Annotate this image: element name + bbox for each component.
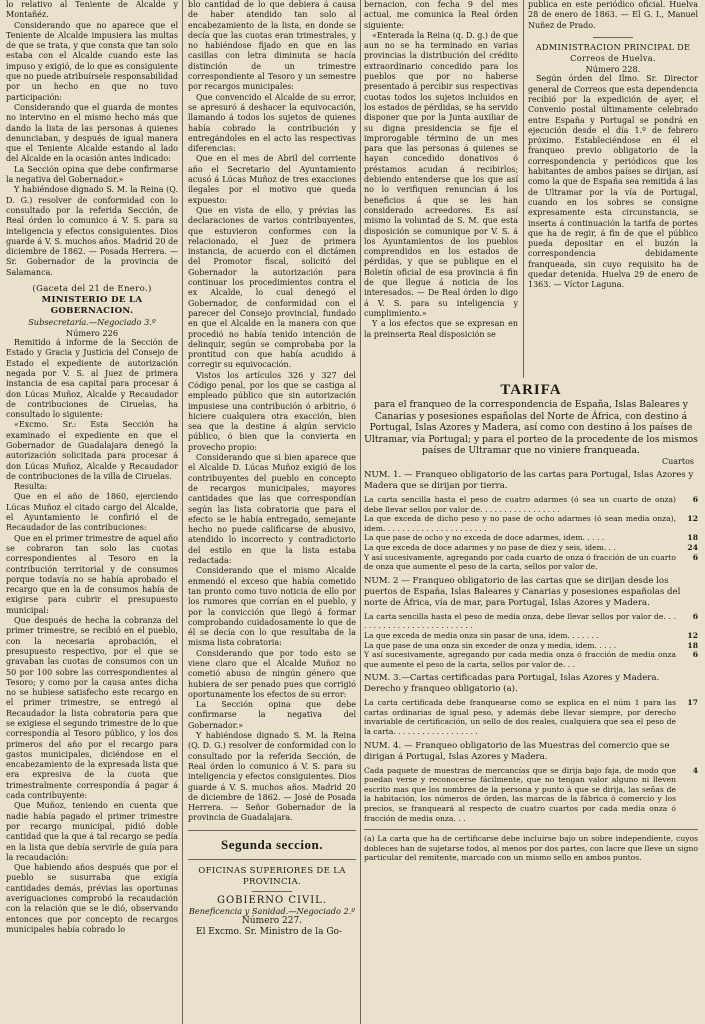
tarifa-row — [364, 612, 698, 631]
tarifa-section-heading: NUM. 4. — Franqueo obligatorio de las Muestras del comercio que se dirigan á Portugal, Islas Azores y Madera. — [364, 740, 670, 762]
tarifa-row — [364, 495, 698, 514]
tarifa-section-heading: NUM. 1. — Franqueo obligatorio de las cartas para Portugal, Islas Azores y Madera que se dirijan por tierra. — [364, 469, 694, 491]
row-quantity: 4 — [692, 765, 698, 775]
tarifa-section-heading: NUM. 2 — Franqueo obligatorio de las cartas que se dirijan desde los puertos de España, Islas Baleares y Canarias y posesiones españolas del norte de África, vía de mar, para Portugal, Islas Azores y Madera. — [364, 575, 681, 608]
paragraph: Vistos los artículos 326 y 327 del Código penal, por los que se castiga al empleado público que sin autorización impusiese una contribución ó arbitrio, ó hiciere cualquiera otra exacción, bien sea que la destine á algún servicio público, ó bien que la convierta en provecho propio: — [188, 370, 356, 452]
paragraph: La Sección opina que debe confirmarse la negativa del Gobernador.» — [6, 164, 178, 185]
row-description: Y así sucesivamente, agregando por cada media onza ó fracción de media onza que aumente el peso de la carta, sellos por valor de. . . — [364, 650, 676, 669]
paragraph: Que en el año de 1860, ejerciendo Lúcas Muñoz el citado cargo del Alcalde, el Ayuntamiento le confirió el de Recaudador de las contribuciones: — [6, 492, 178, 533]
row-quantity: 18 — [687, 533, 698, 543]
row-description: La que exceda de dicho peso y no pase de ocho adarmes (ó sean media onza), idem. . . . . . . . . . . . . . . . . . . . . . — [364, 514, 676, 533]
column-1 — [6, 0, 178, 935]
column-rule — [523, 0, 524, 378]
row-description: Y así sucesivamente, agregando por cada cuarto de onza ó fracción de un cuarto de onza que aumente el peso de la carta, sellos por valor de. — [364, 552, 676, 572]
row-description: La que pase de ocho y no exceda de doce adarmes, idem. . . . . — [364, 533, 605, 543]
paragraph: Considerando que si bien aparece que el Alcalde D. Lúcas Muñoz exigió de los contribuyentes del pueblo en concepto de recargos municipales, mayores cantidades que las que correspondían según las lista cobratoria que para el efecto se le había entregado, semejante hecho no puede calificarse de abusivo, atendido lo incorrecto y contradictorio del estilo en que la lista estaba redactada: — [188, 453, 356, 566]
paragraph: Considerando que por todo esto se viene claro que el Alcalde Muñoz no cometió abuso de ningún género que hubiera de ser penado pues que corrigió oportunamente los efectos de su error: — [188, 648, 356, 699]
row-quantity: 6 — [692, 650, 698, 660]
row-quantity: 12 — [687, 514, 698, 524]
paragraph: publica en este periódico oficial. Huelva 28 de enero de 1863. — El G. I., Manuel Nuñez de Prado. — [528, 0, 698, 30]
paragraph: El Excmo. Sr. Ministro de la Go- — [196, 926, 342, 937]
divider — [252, 891, 292, 892]
row-description: Cada paquete de muestras de mercancías que se dirija bajo faja, de modo que puedan verse y reconocerse fácilmente, que no tengan valor alguno ni lleven escrito mas que los nombres de la persona y punto á que se dirija, las señas de la habitación, los números de órden, las marcas de la fábrica ó comercio y los precios, se franqueará al respecto de cuatro cuartos por cada media onza ó fracción de media onza. . . — [364, 765, 676, 823]
cuartos-header: Cuartos — [661, 456, 694, 466]
document-number: Número 226 — [65, 327, 119, 338]
paragraph: Considerando que el guarda de montes no intervino en el mismo hecho más que dando la lista de las personas á quienes denunciaban, y después de igual manera que el Teniente Alcalde estando al lado del Alcalde en la ocasión antes indicado: — [6, 102, 178, 164]
row-description: La carta sencilla hasta el peso de cuatro adarmes (ó sea un cuarto de onza) debe llevar sellos por valor de. . . . . . . . . . . . . . . . . — [364, 494, 676, 514]
row-quantity: 17 — [687, 698, 698, 708]
tarifa-row — [364, 650, 698, 669]
tarifa-row — [364, 514, 698, 533]
paragraph: Que después de hecha la cobranza del primer trimestre, se recibió en el pueblo, con la necesaria aprobación, el presupuesto respectivo, por el que se gravaban las cuotas de consumos con un 50 por 100 sobre las correspondientes al Tesoro; y como por la causa antes dicha no se hubiese satisfecho este recargo en el primer trimestre, se entregó al Recaudador la lista cobratoria para que se exigiese el segundo trimestre de lo que correspondía al Tesoro público, y los dos primeros del año por el recargo para gastos municipales, diciéndose en el encabezamiento de la expresada lista que era expresiva de la cuota que trimestralmente correspondía á pagar á cada contribuyente: — [6, 616, 178, 801]
tarifa-subtitle: para el franqueo de la correspondencia de España, Islas Baleares y Canarias y posesiones españolas del Norte de África, con destino á Portugal, Islas Azores y Madera, así como con destino á los países de Ultramar, vía Portugal; y para el porteo de la procedente de los mismos países de Ultramar que no viniere franqueada. — [364, 399, 698, 457]
tarifa-title: TARIFA — [500, 382, 562, 398]
paragraph: Resulta: — [14, 482, 48, 492]
row-description: La que exceda de doce adarmes y no pase de diez y seis, idem. . . — [364, 542, 616, 552]
paragraph: Considerando que el mismo Alcalde enmendó el exceso que había cometido tan pronto como tuvo noticia de ello por los rumores que corrían en el pueblo, y por la convicción que llegó á formar comprobando cuidadosamente lo que de él se decía con lo que resultaba de la misma lista cobratoria: — [188, 566, 356, 648]
tarifa-row — [364, 553, 698, 572]
paragraph: Y habiéndose dignado S. M. la Reina (Q. D. G.) resolver de conformidad con lo consultado por la referida Sección, de Real órden lo comunico á V. S. para su inteligencia y efectos consiguientes. Dios guarde á V. S. muchos años. Madrid 20 de diciembre de 1862. — Posada Herrera. — Sr. Gobernador de la provincia de Salamanca. — [6, 185, 178, 277]
paragraph: Según órden del Ilmo. Sr. Director general de Correos que esta dependencia recibió por la expedición de ayer, el Convenio postal últimamente celebrado entre España y Portugal se pondrá en ejecución desde el día 1.º de febrero próximo. Estableciéndose en él el franqueo previo obligatorio de la correspondencia y periódicos que los habitantes de ambos países se dirijan, así como la que de España sea remitida á las de Ultramar por la vía de Portugal, cuando en los sobres se consigne expresamente esta circunstancia, se inserta á continuación la tarifa de portes que ha de regir, á fin de que el público pueda depositar en el buzón la correspondencia debidamente franqueada, sin cuyo requisito ha de quedar detenida. Huelva 29 de enero de 1363. — Víctor Laguna. — [528, 74, 698, 290]
paragraph: La Sección opina que debe confirmarse la negativa del Gobernador.» — [188, 700, 356, 730]
row-quantity: 6 — [692, 611, 698, 621]
footnote: (a) La carta que ha de certificarse debe incluirse bajo un sobre independiente, cuyos dobleces han de sujetarse todos, al menos por dos partes, con lacre que lleve un signo particular del remitente, marcado con un mismo sello en ambos puntos. — [364, 829, 698, 863]
ministry-heading: MINISTERIO DE LA GOBERNACION. — [41, 295, 143, 317]
paragraph: Que Muñoz, teniendo en cuenta que nadie había pagado el primer trimestre por recargo municipal, pidió doble cantidad que la que á tal recargo se pedía en la lista que debía servirle de guía para la recaudación: — [6, 801, 178, 862]
tarifa-row — [364, 543, 698, 553]
column-rule — [360, 0, 361, 1024]
row-quantity: 6 — [692, 552, 698, 562]
tarifa-row — [364, 631, 698, 641]
column-rule — [182, 0, 183, 1024]
document-number: Número 227. — [241, 916, 303, 927]
paragraph: «Excmo. Sr.: Esta Sección ha examinado el expediente en que el Gobernador de Guadalajara denegó la autorización solicitada para procesar á don Lúcas Muñoz, Alcalde y Recaudador de contribuciones de la villa de Ciruelas. — [6, 420, 178, 481]
gaceta-date: (Gaceta del 21 de Enero.) — [32, 284, 152, 295]
paragraph: Considerando que no aparece que el Teniente de Alcalde impusiera las multas de que se trata, y que consta que tan solo estaba con el Alcalde cuando este las impuso y exigió, de lo que es consiguiente que no puede atribuírsele responsabilidad por un hecho en que no tuvo participación: — [6, 20, 178, 102]
paragraph: blo cantidad de lo que debiera á causa de haber atendido tan solo al encabezamiento de la lista, en donde se decía que las cuotas eran trimestrales, y no habiéndose fijado en que en las casillas con letra diminuta se hacía distinción de un trimestre correspondiente al Tesoro y un semestre por recargos municipales: — [188, 0, 356, 92]
paragraph: Que convencido el Alcalde de su error, se apresuró á deshacer la equivocación, llamando á todos los sujetos de quienes había cobrado la contribución y entregándoles en el acto las respectivas diferencias: — [188, 92, 356, 154]
row-quantity: 24 — [687, 542, 698, 552]
divider — [593, 37, 633, 38]
tarifa-section-heading: NUM. 3.—Cartas certificadas para Portugal, Islas Azores y Madera. Derecho y franqueo obligatorio (a). — [364, 673, 660, 695]
gobierno-heading: GOBIERNO CIVIL. — [216, 894, 328, 906]
paragraph: bernacion, con fecha 9 del mes actual, me comunica la Real órden siguiente: — [364, 0, 518, 30]
tarifa-row — [364, 641, 698, 651]
paragraph: lo relativo al Teniente de Alcalde y Montañéz. — [6, 0, 178, 20]
tarifa-table — [364, 382, 698, 863]
paragraph: «Enterada la Reina (q. D. g.) de que aun no se ha terminado en varias provincias la distribución del crédito extraordinario concedido para los pueblos que por no haberse presentado á percibir sus respectivas cuotas todos los sujetos incluidos en los estados de pérdidas, se ha servido disponer que por la Junta auxiliar de su digna presidencia se fije el improrogable término de un mes para que las personas á quienes se hayan concedido donativos ó préstamos acudan á recibirlos; debiendo entenderse que los que así no lo verifiquen renuncian á los beneficios á que se les han considerado acreedores. Es así mismo la voluntad de S. M. que esta disposición se comunique por V. S. á los Ayuntamientos de los pueblos comprendidos en los estados de pérdidas, y que se publique en el Boletín oficial de esa provincia á fin de que llegue á noticia de los interesados. — De Real órden lo digo á V. S. para su inteligencia y cumplimiento.» — [364, 30, 518, 318]
tarifa-row — [364, 533, 698, 543]
beneficencia-line: Beneficencia y Sanidad.—Negociado 2.º — [188, 905, 356, 916]
section-title: Segunda seccion. — [188, 830, 356, 860]
row-quantity: 18 — [687, 640, 698, 650]
column-4 — [528, 0, 698, 378]
admin-heading: ADMINISTRACION PRINCIPAL DE Correos de Huelva. — [535, 41, 691, 63]
paragraph: Y habiéndose dignado S. M. la Reina (Q. D. G.) resolver de conformidad con lo consultado por la referida Sección, de Real órden lo comunico á V. S. para su inteligencia y efectos consiguientes. Dios guarde á V. S. muchos años. Madrid 20 de diciembre de 1862. — José de Posada Herrera. — Señor Gobernador de la provincia de Guadalajara. — [188, 731, 356, 823]
row-quantity: 12 — [687, 630, 698, 640]
row-description: La que exceda de media onza sin pasar de una, idem. . . . . . . — [364, 630, 599, 640]
oficinas-heading: OFICINAS SUPERIORES DE LA PROVINCIA. — [198, 865, 346, 887]
paragraph: Que en el primer trimestre de aquel año se cobraron tan solo las cuotas correspondientes al Tesoro en la contribución territorial y de consumos porque todavía no se había aprobado el recargo que en la de consumos había de exigirse para cubrir el presupuesto municipal: — [6, 533, 178, 615]
document-number: Número 228. — [585, 63, 641, 74]
row-description: La carta sencilla hasta el peso de media onza, debe llevar sellos por valor de. . . . . . . . . . . . . . . . . . . . . . . . . . — [364, 611, 676, 631]
paragraph: Remitido á informe de la Sección de Estado y Gracia y Justicia del Consejo de Estado el expediente de autorización negada por V. S. al Juez de primera instancia de esa capital para procesar á don Lúcas Muñoz, Alcalde y Recaudador de contribuciones de Ciruelas, ha consultado lo siguiente: — [6, 338, 178, 420]
tarifa-row — [364, 698, 698, 736]
subsecretaria-line: Subsecretaría.—Negociado 3.º — [28, 317, 156, 328]
paragraph: Y a los efectos que se expresan en la preinserta Real disposición se — [364, 319, 518, 339]
row-description: La que pase de una onza sin exceder de onza y media, idem. . . . . — [364, 640, 617, 650]
paragraph: Que habiendo años después que por el pueblo se susurraba que exigía cantidades demás, prévias las oportunas averiguaciones comprobó la recaudación con la relación que se le dió, observando entonces que por concepto de recargos municipales había cobrado lo — [6, 863, 178, 934]
row-quantity: 6 — [692, 494, 698, 504]
column-2 — [188, 0, 356, 937]
row-description: La carta certificada debe franquearse como se explica en el núm 1 para las cartas ordinarias de igual peso, y además debe llevar siempre, por derecho invariable de certificación, un sello de dos reales, cualquiera que sea el peso de la carta. . . . . . . . . . . . . . . . . . — [364, 698, 676, 737]
column-3 — [364, 0, 518, 378]
paragraph: Que en el mes de Abril del corriente año el Secretario del Ayuntamiento acusó á Lúcas Muñoz de tres exacciones ilegales por el motivo que queda expuesto: — [188, 154, 356, 205]
tarifa-row — [364, 766, 698, 824]
paragraph: Que en vista de ello, y prévias las declaraciones de varios contribuyentes, que estuvieron conformes con la relacionado, el Juez de primera instancia, de acuerdo con el dictámen del Promotor fiscal, solicitó del Gobernador la autorización para continuar los procedimientos contra el ex Alcalde, lo cual denegó el Gobernador, de conformidad con el parecer del Consejo provincial, fundado en que el Alcalde en la manera con que procedió no había tenido intención de delinquir, según se comprobaba por la prontitud con que había acudido á corregir su equivocación. — [188, 205, 356, 370]
